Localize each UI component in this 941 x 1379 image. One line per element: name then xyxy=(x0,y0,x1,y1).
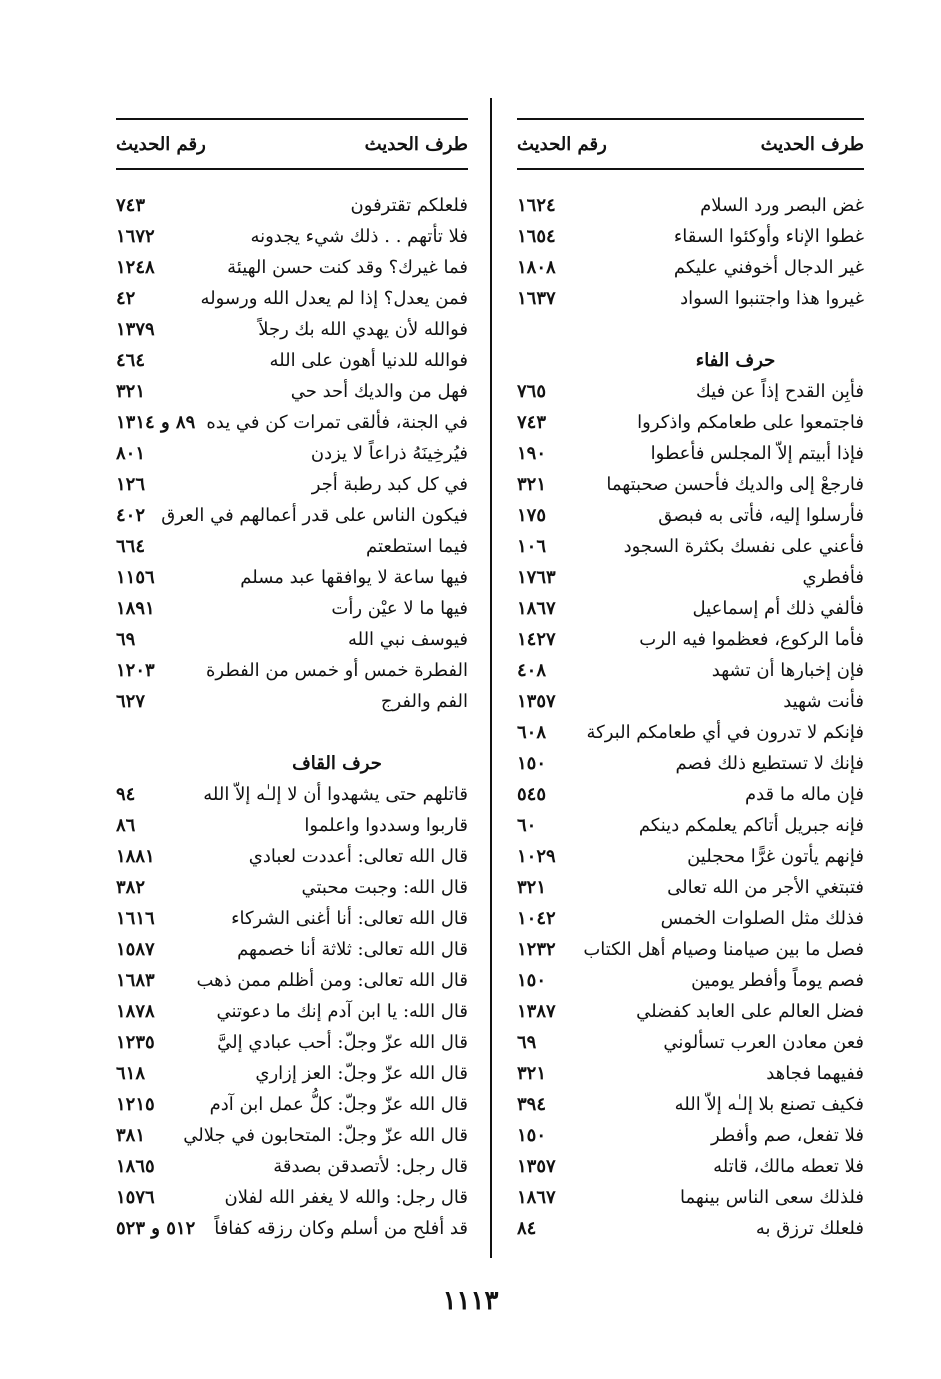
hadith-number: ١٥٠ xyxy=(517,1125,547,1146)
index-entry xyxy=(517,469,864,500)
hadith-text: فوالله لأن يهدي الله بك رجلاً xyxy=(258,319,468,340)
hadith-number: ٦٩ xyxy=(116,629,136,650)
index-entry xyxy=(517,655,864,686)
index-entry xyxy=(116,1151,468,1182)
hadith-number: ٨٦ xyxy=(116,815,136,836)
hadith-number: ٣٢١ xyxy=(116,381,146,402)
hadith-number: ١٢٠٣ xyxy=(116,660,155,681)
hadith-text: فإذا أبيتم إلاّ المجلس فأعطوا xyxy=(650,443,864,464)
hadith-text: فأعني على نفسك بكثرة السجود xyxy=(623,536,864,557)
hadith-number: ٧٤٣ xyxy=(517,412,547,433)
hadith-number: ١٣٨٧ xyxy=(517,1001,556,1022)
hadith-number: ١٦٧٢ xyxy=(116,226,155,247)
index-entry xyxy=(116,252,468,283)
index-entry xyxy=(116,996,468,1027)
hadith-text: فأرسلوا إليه، فأتى به فبصق xyxy=(658,505,864,526)
index-entry xyxy=(116,283,468,314)
hadith-text: فلعلكم تقترفون xyxy=(350,195,468,216)
hadith-number: ١٦٨٣ xyxy=(116,970,155,991)
index-entry xyxy=(517,531,864,562)
hadith-number: ٣٢١ xyxy=(517,877,547,898)
section-heading-text: حرف الفاء xyxy=(695,350,776,371)
hadith-text: قال الله عزّ وجلّ: العز إزاري xyxy=(255,1063,468,1084)
hadith-number: ١٥٧٦ xyxy=(116,1187,155,1208)
hadith-number: ١٤٢٧ xyxy=(517,629,556,650)
index-entry xyxy=(116,810,468,841)
hadith-number: ١٧٦٣ xyxy=(517,567,556,588)
hadith-text: فما غيرك؟ وقد كنت حسن الهيئة xyxy=(227,257,468,278)
index-entry xyxy=(517,717,864,748)
index-entry xyxy=(116,407,468,438)
hadith-number: ١٥٨٧ xyxy=(116,939,155,960)
index-entry xyxy=(116,438,468,469)
hadith-number: ١٣٥٧ xyxy=(517,691,556,712)
hadith-number: ٩٤ xyxy=(116,784,136,805)
hadith-text: فأما الركوع، فعظموا فيه الرب xyxy=(639,629,864,650)
index-entry xyxy=(116,903,468,934)
hadith-text: قال رجل: والله لا يغفر الله لفلان xyxy=(224,1187,468,1208)
hadith-text: قال الله تعالى: أنا أغنى الشركاء xyxy=(231,908,468,929)
hadith-number: ١٨٦٧ xyxy=(517,598,556,619)
hadith-text: فكيف تصنع بلا إلـٰه إلاّ الله xyxy=(674,1094,864,1115)
hadith-number: ٤٠٨ xyxy=(517,660,547,681)
hadith-text: فصم يوماً وأفطر يومين xyxy=(691,970,864,991)
index-entry xyxy=(517,996,864,1027)
hadith-number: ١٢٣٢ xyxy=(517,939,556,960)
hadith-text: غيروا هذا واجتنبوا السواد xyxy=(680,288,864,309)
hadith-text: قال الله تعالى: ثلاثة أنا خصمهم xyxy=(237,939,468,960)
index-entry xyxy=(517,283,864,314)
column-divider xyxy=(490,98,492,1258)
hadith-text: فلعلك ترزق به xyxy=(755,1218,864,1239)
header-bottom-rule xyxy=(116,168,468,170)
hadith-number: ١٨٦٧ xyxy=(517,1187,556,1208)
header-top-rule xyxy=(517,118,864,120)
index-entry xyxy=(116,1058,468,1089)
hadith-number: ١٩٠ xyxy=(517,443,547,464)
section-heading-text: حرف القاف xyxy=(292,753,382,774)
hadith-number: ٦٩ xyxy=(517,1032,537,1053)
index-entry xyxy=(116,717,468,748)
hadith-text: الفم والفرج xyxy=(380,691,468,712)
hadith-number: ٤٢ xyxy=(116,288,136,309)
hadith-text: فارجعْ إلى والديك فأحسن صحبتهما xyxy=(606,474,864,495)
index-entry xyxy=(517,748,864,779)
hadith-text: فذلك مثل الصلوات الخمس xyxy=(660,908,864,929)
hadith-text: فأفطري xyxy=(802,567,864,588)
hadith-text: غض البصر ورد السلام xyxy=(700,195,864,216)
hadith-number: ١٨٦٥ xyxy=(116,1156,155,1177)
index-entry xyxy=(116,221,468,252)
column-header xyxy=(517,128,864,160)
hadith-text: فضل العالم على العابد كفضلي xyxy=(636,1001,864,1022)
index-entry xyxy=(517,314,864,345)
hadith-number: ٨٩ و ١٣١٤ xyxy=(116,412,196,433)
index-entry xyxy=(517,376,864,407)
page-number: ١١١٣ xyxy=(442,1286,499,1316)
hadith-number: ٦٠ xyxy=(517,815,537,836)
index-entry xyxy=(116,190,468,221)
index-entry xyxy=(517,624,864,655)
index-entry xyxy=(517,593,864,624)
index-entry xyxy=(517,934,864,965)
hadith-text: فلا تعطه مالك، قاتله xyxy=(713,1156,864,1177)
hadith-text: فلا تفعل، صم وأفطر xyxy=(710,1125,864,1146)
hadith-text: فمن يعدل؟ إذا لم يعدل الله ورسوله xyxy=(200,288,468,309)
number-header-label: رقم الحديث xyxy=(517,133,607,155)
index-entry xyxy=(517,252,864,283)
index-entry xyxy=(116,1089,468,1120)
index-entry xyxy=(116,376,468,407)
section-heading xyxy=(116,748,468,779)
index-entry xyxy=(116,500,468,531)
hadith-text: فإنكم لا تدرون في أي طعامكم البركة xyxy=(586,722,864,743)
hadith-number: ٨٠١ xyxy=(116,443,146,464)
hadith-text: فإن ماله ما قدم xyxy=(744,784,864,805)
hadith-text: غطوا الإناء وأوكئوا السقاء xyxy=(673,226,864,247)
hadith-text: فيها ساعة لا يوافقها عبد مسلم xyxy=(240,567,468,588)
hadith-text: فوالله للدنيا أهون على الله xyxy=(269,350,468,371)
hadith-number: ١٦٥٤ xyxy=(517,226,556,247)
hadith-text: فيما استطعتم xyxy=(365,536,468,557)
hadith-text: فهل من والديك أحد حي xyxy=(290,381,468,402)
number-header-label: رقم الحديث xyxy=(116,133,206,155)
hadith-header-label: طرف الحديث xyxy=(760,133,864,155)
index-entry xyxy=(116,841,468,872)
index-entry xyxy=(517,1213,864,1244)
hadith-number: ١٢٤٨ xyxy=(116,257,155,278)
hadith-number: ٣٨٢ xyxy=(116,877,146,898)
index-entry xyxy=(116,469,468,500)
column-header xyxy=(116,128,468,160)
index-entry xyxy=(116,965,468,996)
hadith-number: ٣٢١ xyxy=(517,474,547,495)
hadith-number: ١٦٢٤ xyxy=(517,195,556,216)
hadith-text: فيُرخِينَهُ ذراعاً لا يزدن xyxy=(310,443,468,464)
hadith-number: ١٠٤٢ xyxy=(517,908,556,929)
hadith-text: فلذلك سعى الناس بينهما xyxy=(679,1187,864,1208)
hadith-text: فيوسف نبي الله xyxy=(347,629,468,650)
index-entry xyxy=(517,779,864,810)
index-entry xyxy=(517,1151,864,1182)
hadith-text: فعن معادن العرب تسألوني xyxy=(663,1032,864,1053)
hadith-text: فتبتغي الأجر من الله تعالى xyxy=(667,877,864,898)
hadith-text: في كل كبد رطبة أجر xyxy=(311,474,468,495)
index-entry xyxy=(517,872,864,903)
hadith-number: ١٣٥٧ xyxy=(517,1156,556,1177)
hadith-number: ١٢٣٥ xyxy=(116,1032,155,1053)
index-rows xyxy=(517,190,864,1244)
header-bottom-rule xyxy=(517,168,864,170)
hadith-number: ١٧٥ xyxy=(517,505,547,526)
hadith-text: قال رجل: لأتصدقن بصدقة xyxy=(273,1156,468,1177)
index-entry xyxy=(517,686,864,717)
index-entry xyxy=(116,1027,468,1058)
hadith-number: ٨٤ xyxy=(517,1218,537,1239)
hadith-number: ٥١٢ و ٥٢٣ xyxy=(116,1218,196,1239)
hadith-text: قال الله عزّ وجلّ: كلُّ عمل ابن آدم xyxy=(209,1094,468,1115)
hadith-number: ٧٤٣ xyxy=(116,195,146,216)
hadith-number: ٤٦٤ xyxy=(116,350,146,371)
hadith-text: ففيهما فجاهد xyxy=(766,1063,864,1084)
hadith-text: فإنه جبريل أتاكم يعلمكم دينكم xyxy=(638,815,864,836)
hadith-text: فاجتمعوا على طعامكم واذكروا xyxy=(637,412,864,433)
hadith-text: فإنهم يأتون غرًّا محجلين xyxy=(687,846,864,867)
index-entry xyxy=(517,190,864,221)
hadith-number: ٦٢٧ xyxy=(116,691,146,712)
hadith-number: ٦٠٨ xyxy=(517,722,547,743)
index-entry xyxy=(517,407,864,438)
hadith-number: ١٨٨١ xyxy=(116,846,155,867)
hadith-number: ٥٤٥ xyxy=(517,784,547,805)
hadith-number: ٤٠٢ xyxy=(116,505,146,526)
hadith-text: قاتلهم حتى يشهدوا أن لا إلـٰه إلاّ الله xyxy=(203,784,468,805)
hadith-text: فلا تأتهم . . ذلك شيء يجدونه xyxy=(250,226,468,247)
hadith-text: قد أفلح من أسلم وكان رزقه كفافاً xyxy=(214,1218,468,1239)
index-entry xyxy=(116,934,468,965)
index-entry xyxy=(116,593,468,624)
hadith-number: ١٥٠ xyxy=(517,753,547,774)
index-entry xyxy=(517,1089,864,1120)
index-entry xyxy=(116,686,468,717)
index-entry xyxy=(517,903,864,934)
hadith-number: ١٣٧٩ xyxy=(116,319,155,340)
hadith-text: غير الدجال أخوفني عليكم xyxy=(673,257,864,278)
hadith-text: فإن إخبارها أن تشهد xyxy=(711,660,864,681)
hadith-text: في الجنة، فألقى تمرات كن في يده xyxy=(206,412,468,433)
hadith-text: فأنت شهيد xyxy=(783,691,864,712)
index-entry xyxy=(517,438,864,469)
hadith-number: ٦٦٤ xyxy=(116,536,146,557)
hadith-text: قال الله: وجبت محبتي xyxy=(301,877,468,898)
hadith-number: ١٢٦ xyxy=(116,474,146,495)
index-entry xyxy=(517,965,864,996)
index-entry xyxy=(517,1058,864,1089)
index-entry xyxy=(517,1182,864,1213)
hadith-text: فإنك لا تستطيع ذلك فصم xyxy=(675,753,864,774)
section-heading xyxy=(517,345,864,376)
index-rows xyxy=(116,190,468,1244)
hadith-number: ١٢١٥ xyxy=(116,1094,155,1115)
hadith-number: ٦١٨ xyxy=(116,1063,146,1084)
hadith-number: ١٨٩١ xyxy=(116,598,155,619)
hadith-text: قال الله تعالى: ومن أظلم ممن ذهب xyxy=(196,970,468,991)
hadith-number: ١٨٠٨ xyxy=(517,257,556,278)
hadith-number: ٣٩٤ xyxy=(517,1094,547,1115)
hadith-text: فصل ما بين صيامنا وصيام أهل الكتاب xyxy=(583,939,864,960)
hadith-text: فألفي ذلك أم إسماعيل xyxy=(692,598,864,619)
index-entry xyxy=(517,500,864,531)
index-entry xyxy=(116,562,468,593)
index-entry xyxy=(116,1120,468,1151)
hadith-number: ١٦٣٧ xyxy=(517,288,556,309)
hadith-text: قال الله عزّ وجلّ: المتحابون في جلالي xyxy=(183,1125,468,1146)
index-entry xyxy=(116,655,468,686)
hadith-text: فأبِن القدح إذاً عن فيك xyxy=(695,381,864,402)
index-entry xyxy=(116,531,468,562)
header-top-rule xyxy=(116,118,468,120)
hadith-number: ١٨٧٨ xyxy=(116,1001,155,1022)
hadith-number: ٣٨١ xyxy=(116,1125,146,1146)
index-entry xyxy=(116,345,468,376)
index-entry xyxy=(517,1027,864,1058)
index-entry xyxy=(116,624,468,655)
hadith-number: ١٥٠ xyxy=(517,970,547,991)
index-entry xyxy=(517,221,864,252)
hadith-header-label: طرف الحديث xyxy=(364,133,468,155)
index-entry xyxy=(116,872,468,903)
index-entry xyxy=(116,1182,468,1213)
index-entry xyxy=(517,810,864,841)
index-entry xyxy=(116,1213,468,1244)
index-entry xyxy=(116,314,468,345)
hadith-number: ٣٢١ xyxy=(517,1063,547,1084)
hadith-number: ١٠٦ xyxy=(517,536,547,557)
index-entry xyxy=(517,841,864,872)
index-entry xyxy=(517,1120,864,1151)
hadith-number: ١٦١٦ xyxy=(116,908,155,929)
hadith-text: الفطرة خمس أو خمس من الفطرة xyxy=(205,660,468,681)
hadith-text: قال الله تعالى: أعددت لعبادي xyxy=(248,846,468,867)
hadith-text: فيكون الناس على قدر أعمالهم في العرق xyxy=(161,505,468,526)
hadith-number: ٧٦٥ xyxy=(517,381,547,402)
hadith-number: ١٠٢٩ xyxy=(517,846,556,867)
index-entry xyxy=(517,562,864,593)
hadith-number: ١١٥٦ xyxy=(116,567,155,588)
hadith-text: قاربوا وسددوا واعلموا xyxy=(304,815,468,836)
hadith-text: قال الله: يا ابن آدم إنك ما دعوتني xyxy=(216,1001,468,1022)
hadith-text: فيها ما لا عيْن رأت xyxy=(331,598,468,619)
index-entry xyxy=(116,779,468,810)
hadith-text: قال الله عزّ وجلّ: أحب عبادي إليَّ xyxy=(217,1032,468,1053)
